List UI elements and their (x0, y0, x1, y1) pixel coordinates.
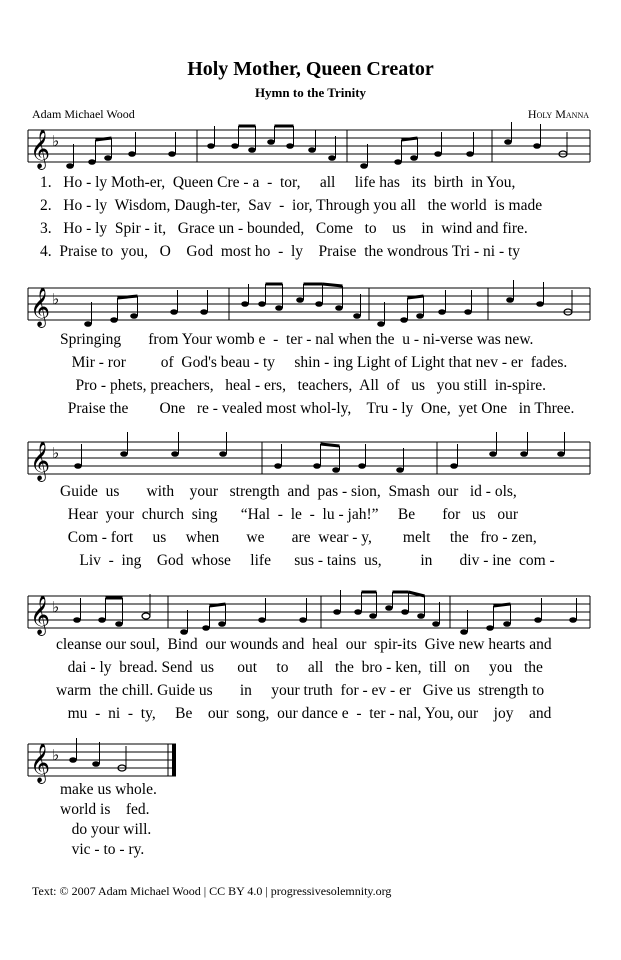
verse-1-line-1: 1. Ho - ly Moth-er, Queen Cre - a - tor, all life has its birth in You, (40, 174, 516, 191)
final-barline (172, 744, 176, 776)
verse-4-line-3: Liv - ing God whose life sus - tains us, in div - ine com - (60, 552, 555, 569)
staff-system-4 (0, 586, 621, 636)
svg-text:𝄞: 𝄞 (30, 441, 51, 481)
staff-system-1 (0, 120, 621, 170)
svg-text:𝄞: 𝄞 (30, 743, 51, 783)
svg-text:𝄞: 𝄞 (30, 287, 51, 327)
verse-2-line-2: Mir - ror of God's beau - ty shin - ing Light of Light that nev - er fades. (60, 354, 568, 371)
svg-text:𝄞: 𝄞 (30, 129, 51, 169)
verse-2-line-5: world is fed. (60, 801, 150, 818)
verse-4-line-5: vic - to - ry. (60, 841, 145, 858)
verse-4-line-2: Praise the One re - vealed most whol-ly, Tru - ly One, yet One in Three. (60, 400, 575, 417)
tune-name: Holy Manna (527, 107, 589, 121)
svg-text:♭: ♭ (52, 444, 60, 462)
svg-text:♭: ♭ (52, 290, 60, 308)
verse-3-line-3: Com - fort us when we are wear - y, melt the fro - zen, (60, 529, 537, 546)
verse-2-line-3: Hear your church sing “Hal - le - lu - jah!” Be for us our (60, 506, 518, 523)
verse-1-line-4: cleanse our soul, Bind our wounds and heal our spir-its Give new hearts and (56, 636, 552, 653)
text-author: Adam Michael Wood (32, 107, 135, 121)
verse-3-line-4: warm the chill. Guide us in your truth for - ev - er Give us strength to (56, 682, 545, 699)
verse-1-line-3: Guide us with your strength and pas - sion, Smash our id - ols, (60, 483, 517, 500)
verse-3-line-2: Pro - phets, preachers, heal - ers, teachers, All of us you still in-spire. (60, 377, 546, 394)
svg-text:𝄞: 𝄞 (30, 595, 51, 635)
staff-system-2 (0, 278, 621, 328)
svg-text:♭: ♭ (52, 132, 60, 150)
hymn-title: Holy Mother, Queen Creator (187, 58, 434, 80)
verse-3-line-1: 3. Ho - ly Spir - it, Grace un - bounded, Come to us in wind and fire. (40, 220, 528, 237)
hymn-subtitle: Hymn to the Trinity (254, 85, 367, 100)
svg-text:♭: ♭ (52, 598, 60, 616)
verse-2-line-4: dai - ly bread. Send us out to all the bro - ken, till on you the (56, 659, 543, 676)
staff-system-5 (0, 734, 621, 784)
verse-1-line-5: make us whole. (60, 781, 157, 798)
verse-2-line-1: 2. Ho - ly Wisdom, Daugh-ter, Sav - ior, Through you all the world is made (40, 197, 543, 214)
verse-4-line-4: mu - ni - ty, Be our song, our dance e - ter - nal, You, our joy and (56, 705, 552, 722)
verse-3-line-5: do your will. (60, 821, 152, 838)
copyright-footer: Text: © 2007 Adam Michael Wood | CC BY 4.0 | progressivesolemnity.org (32, 884, 392, 898)
verse-1-line-2: Springing from Your womb e - ter - nal when the u - ni-verse was new. (60, 331, 534, 348)
staff-system-3 (0, 432, 621, 482)
verse-4-line-1: 4. Praise to you, O God most ho - ly Praise the wondrous Tri - ni - ty (40, 243, 521, 260)
svg-text:♭: ♭ (52, 746, 60, 764)
